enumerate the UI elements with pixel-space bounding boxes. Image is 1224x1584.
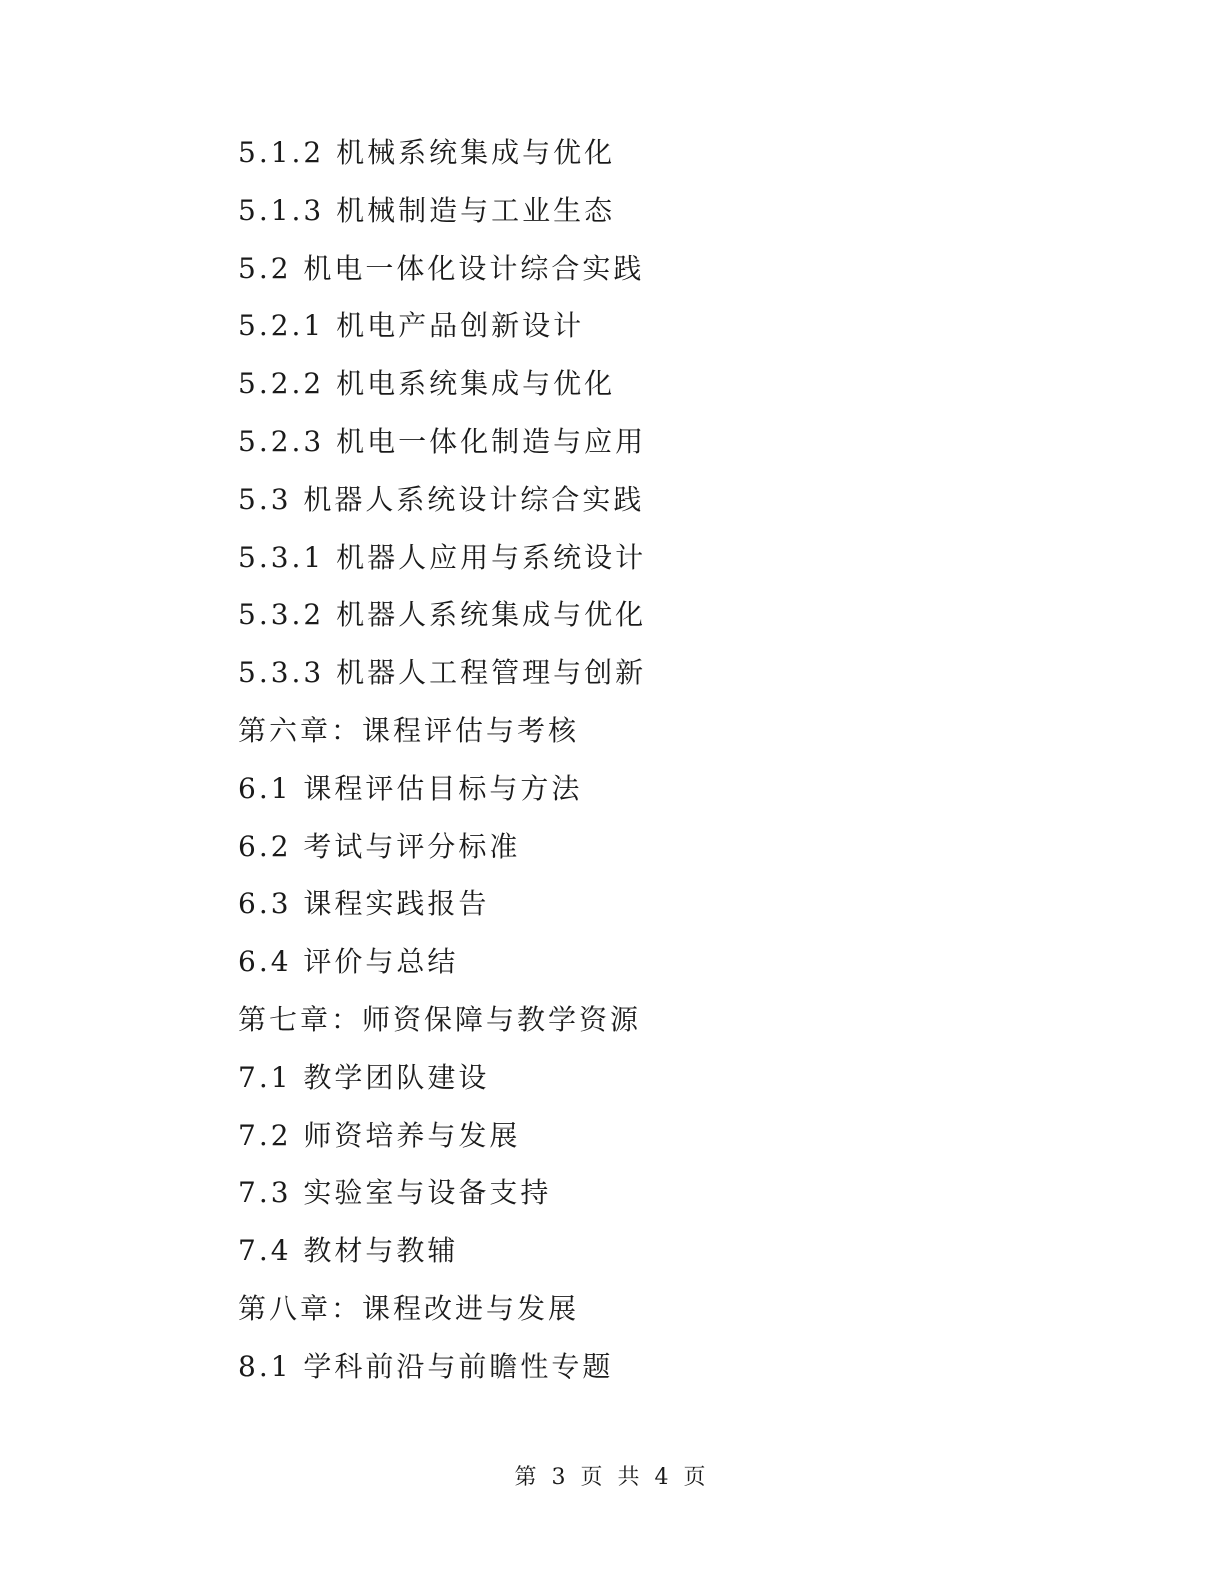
toc-entry: 5.2.3 机电一体化制造与应用 <box>238 424 647 458</box>
toc-entry: 5.3.2 机器人系统集成与优化 <box>238 598 647 632</box>
toc-entry: 6.1 课程评估目标与方法 <box>238 771 583 805</box>
toc-entry: 8.1 学科前沿与前瞻性专题 <box>238 1349 614 1383</box>
toc-entry: 5.2.1 机电产品创新设计 <box>238 309 585 343</box>
toc-entry: 5.3 机器人系统设计综合实践 <box>238 482 645 516</box>
toc-entry: 5.3.1 机器人应用与系统设计 <box>238 540 647 574</box>
toc-chapter-heading: 第七章：师资保障与教学资源 <box>238 1002 642 1036</box>
toc-chapter-heading: 第八章：课程改进与发展 <box>238 1291 580 1325</box>
toc-entry: 5.3.3 机器人工程管理与创新 <box>238 656 647 690</box>
toc-entry: 6.3 课程实践报告 <box>238 887 490 921</box>
toc-entry: 5.1.3 机械制造与工业生态 <box>238 193 616 227</box>
toc-chapter-heading: 第六章：课程评估与考核 <box>238 713 580 747</box>
toc-entry: 7.3 实验室与设备支持 <box>238 1176 552 1210</box>
toc-entry: 5.2.2 机电系统集成与优化 <box>238 367 616 401</box>
toc-entry: 7.4 教材与教辅 <box>238 1234 459 1268</box>
toc-entry: 5.1.2 机械系统集成与优化 <box>238 136 616 169</box>
toc-entry: 7.1 教学团队建设 <box>238 1060 490 1094</box>
page-number-footer: 第 3 页 共 4 页 <box>514 1465 710 1490</box>
table-of-contents <box>238 124 646 1396</box>
toc-entry: 7.2 师资培养与发展 <box>238 1118 521 1152</box>
toc-entry: 5.2 机电一体化设计综合实践 <box>238 251 645 285</box>
toc-entry: 6.4 评价与总结 <box>238 945 459 979</box>
toc-entry: 6.2 考试与评分标准 <box>238 829 521 863</box>
